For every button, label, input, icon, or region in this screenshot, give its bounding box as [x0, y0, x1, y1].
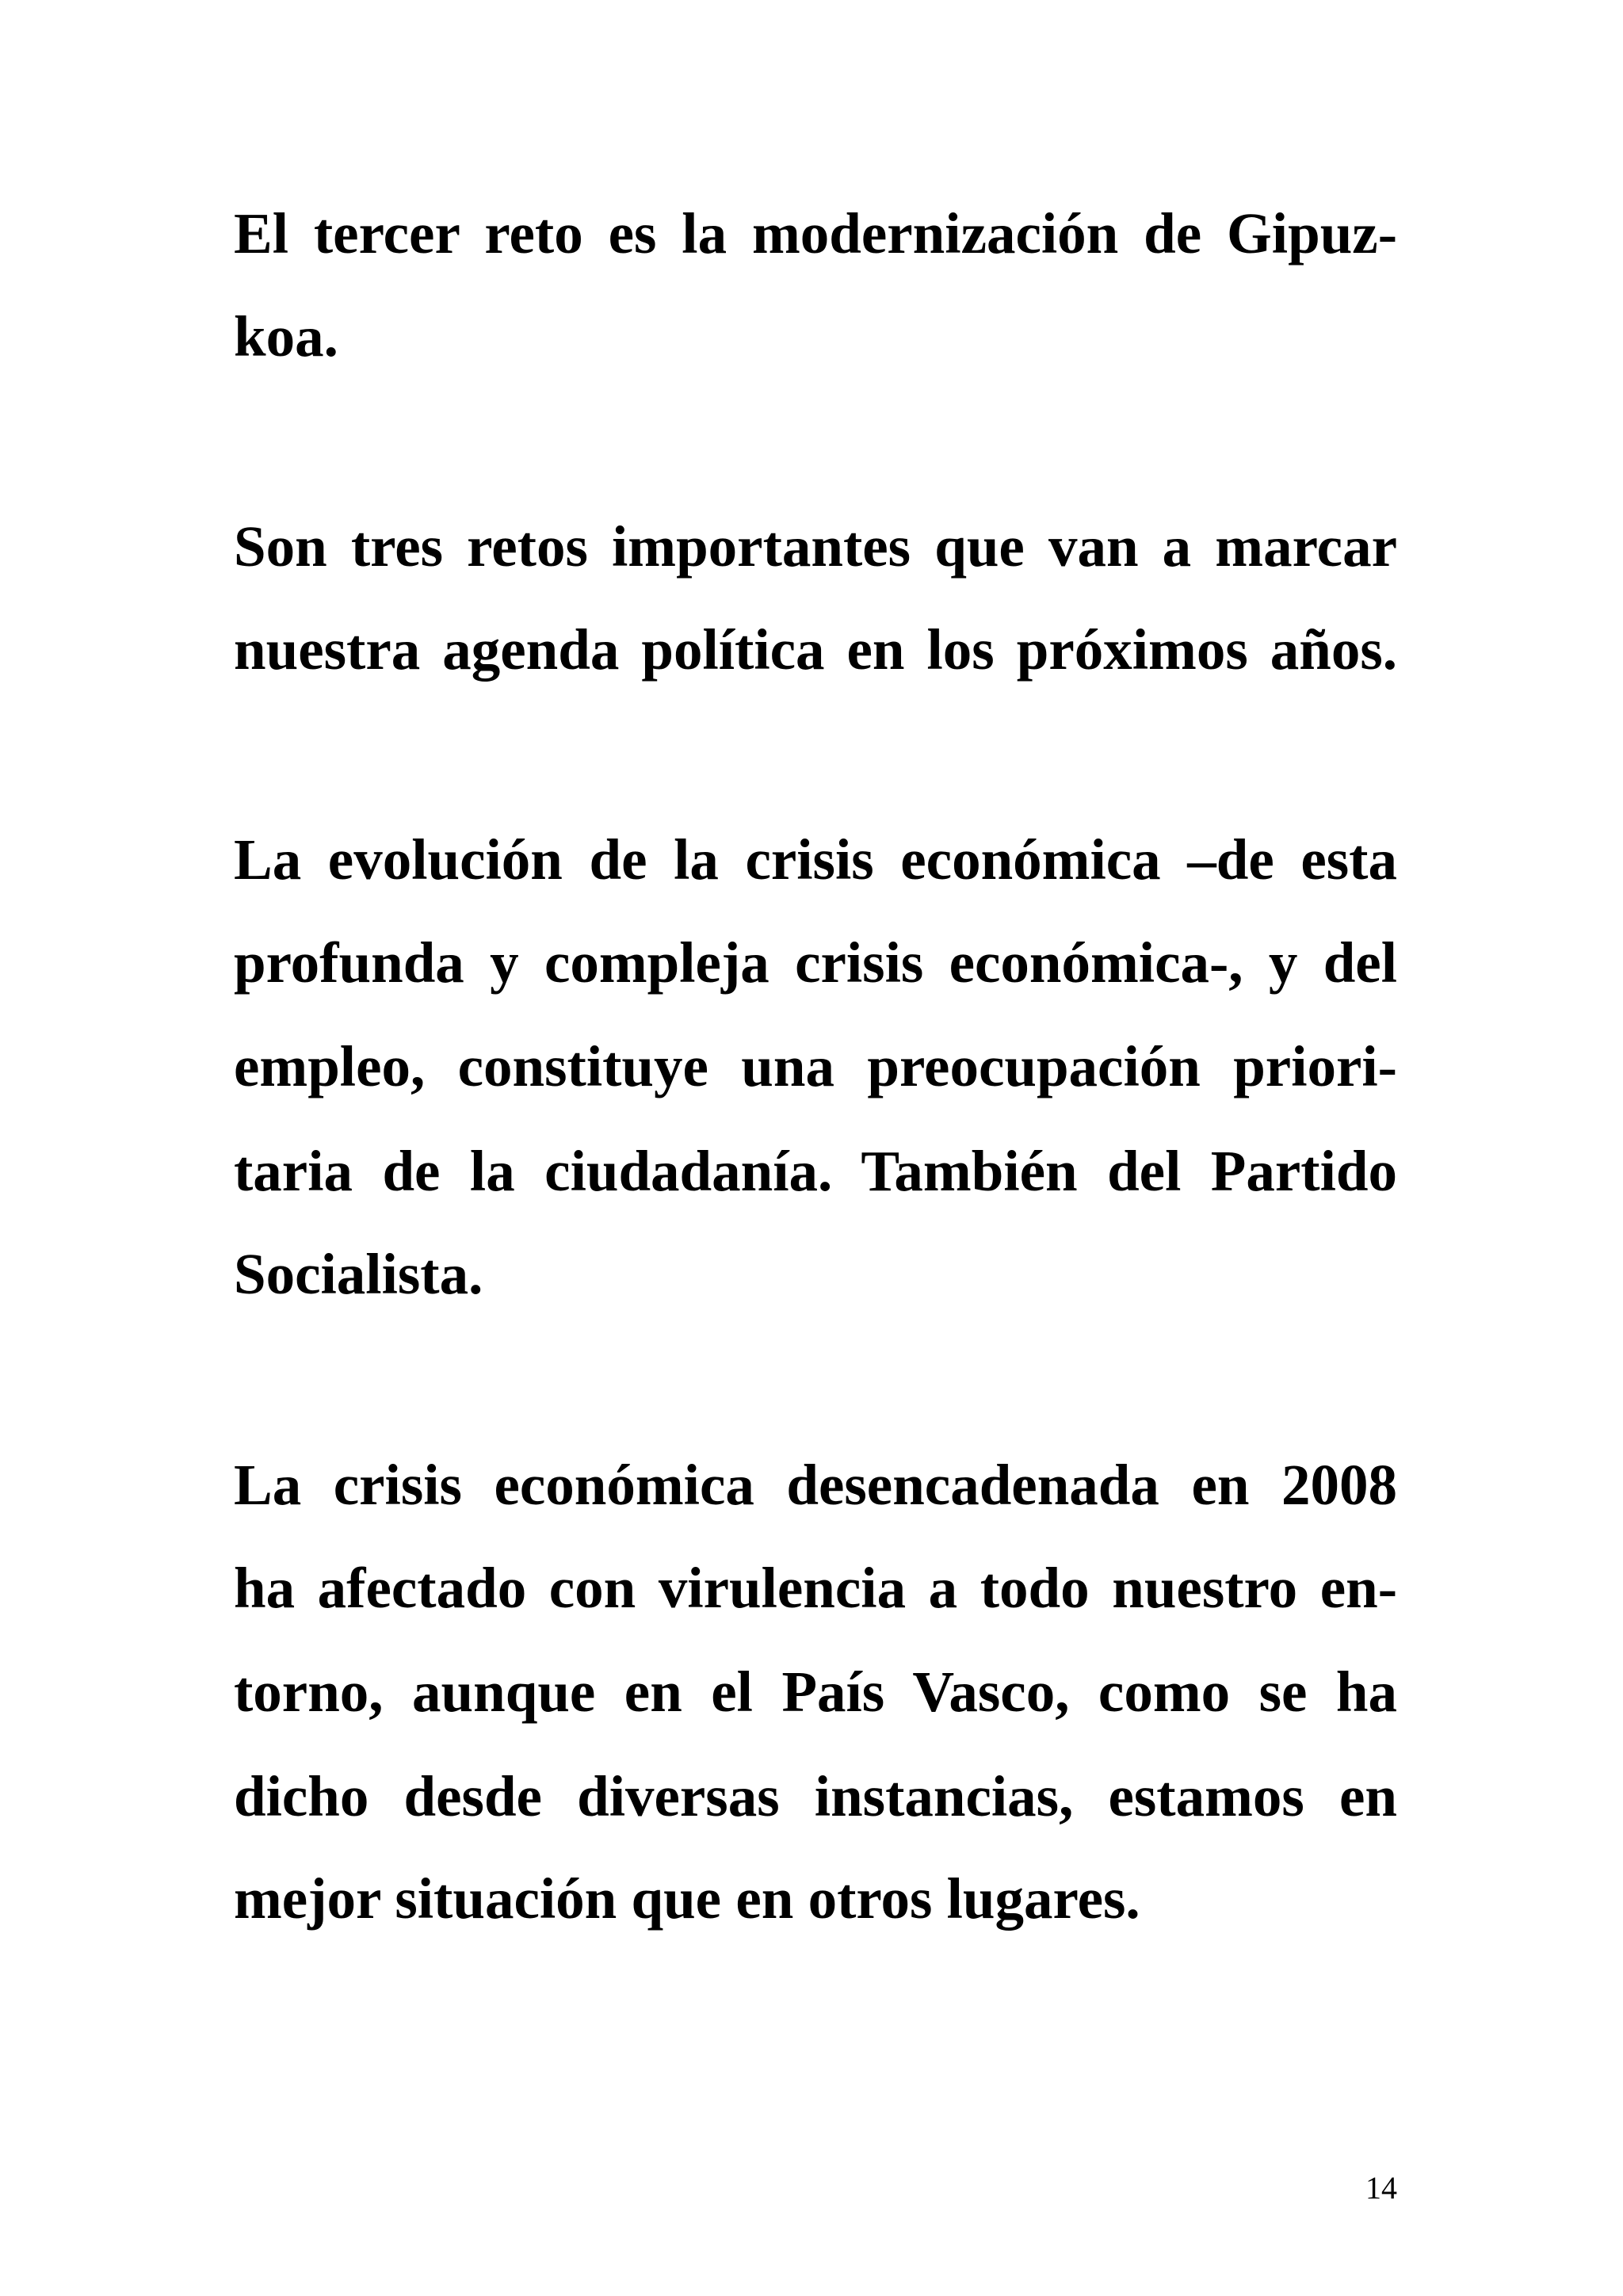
text-line: ha afectado con virulencia a todo nuestro en- [234, 1556, 1397, 1620]
text-line: Socialista. [234, 1242, 483, 1306]
text-line: torno, aunque en el País Vasco, como se ha [234, 1660, 1397, 1724]
text-line: El tercer reto es la modernización de Gipuz- [234, 201, 1397, 266]
text-line: empleo, constituye una preocupación priori- [234, 1034, 1397, 1098]
text-line: Son tres retos importantes que van a marcar [234, 514, 1397, 579]
text-line: profunda y compleja crisis económica-, y del [234, 930, 1397, 995]
text-line: nuestra agenda política en los próximos años. [234, 617, 1397, 682]
text-line: La evolución de la crisis económica –de esta [234, 827, 1397, 892]
text-line: La crisis económica desencadenada en 2008 [234, 1453, 1397, 1517]
text-line: dicho desde diversas instancias, estamos en [234, 1764, 1397, 1828]
page-number: 14 [1365, 2170, 1397, 2206]
text-line: taria de la ciudadanía. También del Partido [234, 1139, 1397, 1203]
text-line: koa. [234, 304, 338, 369]
text-line: mejor situación que en otros lugares. [234, 1866, 1140, 1931]
